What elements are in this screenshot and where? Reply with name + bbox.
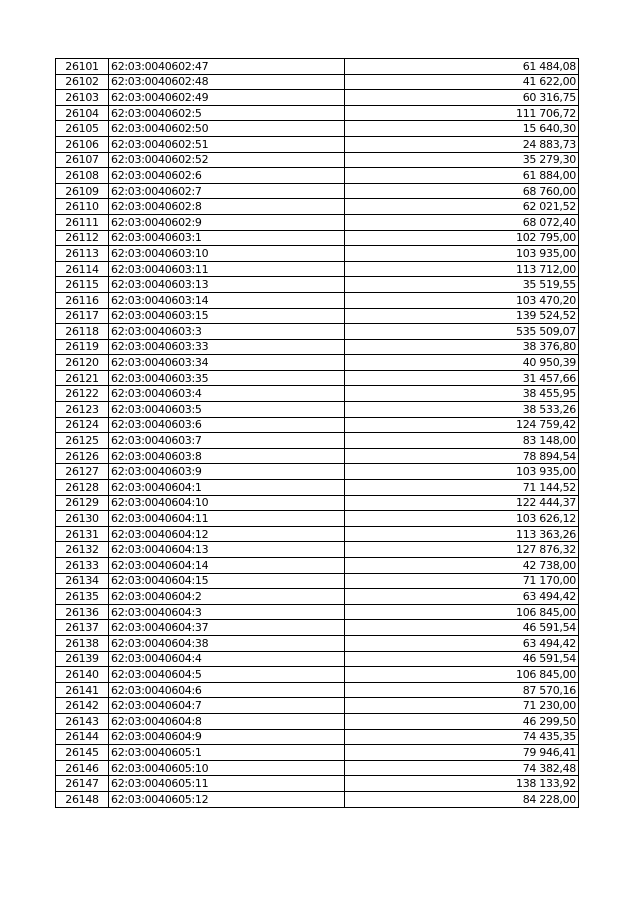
table-row	[56, 292, 579, 308]
cadastral-value-cell: 78 894,54	[345, 448, 579, 464]
table-row	[56, 729, 579, 745]
cadastral-value-cell: 139 524,52	[345, 308, 579, 324]
cadastral-value-cell: 46 591,54	[345, 651, 579, 667]
cadastral-number-cell: 62:03:0040602:52	[109, 152, 345, 168]
table-row	[56, 604, 579, 620]
cadastral-value-cell: 38 533,26	[345, 402, 579, 418]
row-number-cell: 26144	[56, 729, 109, 745]
table-row	[56, 277, 579, 293]
cadastral-value-cell: 103 470,20	[345, 292, 579, 308]
cadastral-value-cell: 60 316,75	[345, 90, 579, 106]
table-row	[56, 355, 579, 371]
cadastral-number-cell: 62:03:0040603:1	[109, 230, 345, 246]
cadastral-number-cell: 62:03:0040603:7	[109, 433, 345, 449]
cadastral-value-cell: 103 626,12	[345, 511, 579, 527]
cadastral-number-cell: 62:03:0040604:6	[109, 682, 345, 698]
row-number-cell: 26103	[56, 90, 109, 106]
cadastral-number-cell: 62:03:0040604:1	[109, 480, 345, 496]
row-number-cell: 26106	[56, 136, 109, 152]
cadastral-value-cell: 74 382,48	[345, 760, 579, 776]
table-row	[56, 59, 579, 75]
table-row	[56, 121, 579, 137]
row-number-cell: 26141	[56, 682, 109, 698]
cadastral-number-cell: 62:03:0040603:9	[109, 464, 345, 480]
cadastral-value-cell: 46 591,54	[345, 620, 579, 636]
table-row	[56, 745, 579, 761]
cadastral-value-table	[55, 58, 579, 808]
row-number-cell: 26142	[56, 698, 109, 714]
row-number-cell: 26125	[56, 433, 109, 449]
row-number-cell: 26127	[56, 464, 109, 480]
cadastral-value-cell: 46 299,50	[345, 713, 579, 729]
cadastral-value-cell: 31 457,66	[345, 370, 579, 386]
cadastral-value-cell: 61 484,08	[345, 59, 579, 75]
row-number-cell: 26131	[56, 526, 109, 542]
cadastral-value-cell: 38 376,80	[345, 339, 579, 355]
table-row	[56, 651, 579, 667]
cadastral-number-cell: 62:03:0040603:13	[109, 277, 345, 293]
cadastral-number-cell: 62:03:0040603:4	[109, 386, 345, 402]
cadastral-value-cell: 15 640,30	[345, 121, 579, 137]
cadastral-value-cell: 113 363,26	[345, 526, 579, 542]
row-number-cell: 26102	[56, 74, 109, 90]
table-row	[56, 199, 579, 215]
cadastral-number-cell: 62:03:0040602:47	[109, 59, 345, 75]
cadastral-number-cell: 62:03:0040603:11	[109, 261, 345, 277]
table-row	[56, 261, 579, 277]
cadastral-number-cell: 62:03:0040603:3	[109, 324, 345, 340]
cadastral-value-cell: 61 884,00	[345, 168, 579, 184]
cadastral-number-cell: 62:03:0040605:1	[109, 745, 345, 761]
row-number-cell: 26109	[56, 183, 109, 199]
row-number-cell: 26112	[56, 230, 109, 246]
cadastral-number-cell: 62:03:0040604:11	[109, 511, 345, 527]
cadastral-value-cell: 35 519,55	[345, 277, 579, 293]
table-row	[56, 511, 579, 527]
table-row	[56, 635, 579, 651]
table-row	[56, 542, 579, 558]
table-row	[56, 402, 579, 418]
row-number-cell: 26117	[56, 308, 109, 324]
cadastral-number-cell: 62:03:0040603:5	[109, 402, 345, 418]
table-row	[56, 90, 579, 106]
cadastral-number-cell: 62:03:0040603:34	[109, 355, 345, 371]
row-number-cell: 26128	[56, 480, 109, 496]
row-number-cell: 26114	[56, 261, 109, 277]
row-number-cell: 26104	[56, 105, 109, 121]
row-number-cell: 26118	[56, 324, 109, 340]
cadastral-value-cell: 62 021,52	[345, 199, 579, 215]
table-row	[56, 464, 579, 480]
cadastral-number-cell: 62:03:0040602:49	[109, 90, 345, 106]
row-number-cell: 26143	[56, 713, 109, 729]
table-row	[56, 74, 579, 90]
row-number-cell: 26147	[56, 776, 109, 792]
cadastral-value-cell: 38 455,95	[345, 386, 579, 402]
cadastral-value-cell: 124 759,42	[345, 417, 579, 433]
cadastral-number-cell: 62:03:0040604:4	[109, 651, 345, 667]
cadastral-value-cell: 103 935,00	[345, 464, 579, 480]
cadastral-value-cell: 106 845,00	[345, 667, 579, 683]
cadastral-value-cell: 122 444,37	[345, 495, 579, 511]
cadastral-number-cell: 62:03:0040604:37	[109, 620, 345, 636]
cadastral-value-cell: 24 883,73	[345, 136, 579, 152]
table-row	[56, 713, 579, 729]
table-row	[56, 667, 579, 683]
cadastral-number-cell: 62:03:0040602:51	[109, 136, 345, 152]
cadastral-value-cell: 71 170,00	[345, 573, 579, 589]
table-row	[56, 573, 579, 589]
row-number-cell: 26124	[56, 417, 109, 433]
row-number-cell: 26108	[56, 168, 109, 184]
cadastral-value-cell: 40 950,39	[345, 355, 579, 371]
cadastral-value-cell: 111 706,72	[345, 105, 579, 121]
table-row	[56, 558, 579, 574]
cadastral-value-cell: 71 144,52	[345, 480, 579, 496]
row-number-cell: 26105	[56, 121, 109, 137]
cadastral-number-cell: 62:03:0040605:11	[109, 776, 345, 792]
row-number-cell: 26138	[56, 635, 109, 651]
cadastral-number-cell: 62:03:0040604:12	[109, 526, 345, 542]
cadastral-value-cell: 63 494,42	[345, 635, 579, 651]
cadastral-number-cell: 62:03:0040602:8	[109, 199, 345, 215]
cadastral-value-cell: 535 509,07	[345, 324, 579, 340]
table-row	[56, 776, 579, 792]
row-number-cell: 26116	[56, 292, 109, 308]
table-body	[56, 59, 579, 808]
row-number-cell: 26130	[56, 511, 109, 527]
table-row	[56, 230, 579, 246]
table-row	[56, 152, 579, 168]
cadastral-number-cell: 62:03:0040604:10	[109, 495, 345, 511]
table-row	[56, 183, 579, 199]
cadastral-number-cell: 62:03:0040603:35	[109, 370, 345, 386]
cadastral-number-cell: 62:03:0040602:9	[109, 214, 345, 230]
cadastral-number-cell: 62:03:0040604:15	[109, 573, 345, 589]
row-number-cell: 26119	[56, 339, 109, 355]
table-row	[56, 698, 579, 714]
row-number-cell: 26136	[56, 604, 109, 620]
table-row	[56, 370, 579, 386]
table-row	[56, 386, 579, 402]
table-row	[56, 682, 579, 698]
cadastral-value-cell: 102 795,00	[345, 230, 579, 246]
cadastral-number-cell: 62:03:0040604:9	[109, 729, 345, 745]
cadastral-number-cell: 62:03:0040602:50	[109, 121, 345, 137]
row-number-cell: 26134	[56, 573, 109, 589]
cadastral-value-cell: 42 738,00	[345, 558, 579, 574]
cadastral-number-cell: 62:03:0040603:33	[109, 339, 345, 355]
row-number-cell: 26107	[56, 152, 109, 168]
cadastral-value-cell: 84 228,00	[345, 791, 579, 807]
cadastral-number-cell: 62:03:0040604:8	[109, 713, 345, 729]
cadastral-number-cell: 62:03:0040603:15	[109, 308, 345, 324]
row-number-cell: 26137	[56, 620, 109, 636]
cadastral-value-cell: 74 435,35	[345, 729, 579, 745]
table-row	[56, 495, 579, 511]
cadastral-value-cell: 35 279,30	[345, 152, 579, 168]
table-row	[56, 589, 579, 605]
table-row	[56, 214, 579, 230]
row-number-cell: 26129	[56, 495, 109, 511]
table-row	[56, 417, 579, 433]
cadastral-value-cell: 63 494,42	[345, 589, 579, 605]
cadastral-value-cell: 87 570,16	[345, 682, 579, 698]
row-number-cell: 26123	[56, 402, 109, 418]
cadastral-value-cell: 113 712,00	[345, 261, 579, 277]
cadastral-number-cell: 62:03:0040602:7	[109, 183, 345, 199]
table-row	[56, 448, 579, 464]
row-number-cell: 26139	[56, 651, 109, 667]
row-number-cell: 26145	[56, 745, 109, 761]
cadastral-number-cell: 62:03:0040605:10	[109, 760, 345, 776]
table-row	[56, 308, 579, 324]
cadastral-number-cell: 62:03:0040603:8	[109, 448, 345, 464]
row-number-cell: 26135	[56, 589, 109, 605]
row-number-cell: 26132	[56, 542, 109, 558]
cadastral-number-cell: 62:03:0040604:38	[109, 635, 345, 651]
table-row	[56, 168, 579, 184]
cadastral-value-cell: 103 935,00	[345, 246, 579, 262]
row-number-cell: 26120	[56, 355, 109, 371]
table-row	[56, 480, 579, 496]
cadastral-number-cell: 62:03:0040603:14	[109, 292, 345, 308]
row-number-cell: 26126	[56, 448, 109, 464]
row-number-cell: 26111	[56, 214, 109, 230]
cadastral-value-cell: 68 072,40	[345, 214, 579, 230]
row-number-cell: 26121	[56, 370, 109, 386]
row-number-cell: 26101	[56, 59, 109, 75]
cadastral-number-cell: 62:03:0040603:10	[109, 246, 345, 262]
table-row	[56, 105, 579, 121]
cadastral-number-cell: 62:03:0040604:7	[109, 698, 345, 714]
row-number-cell: 26148	[56, 791, 109, 807]
cadastral-number-cell: 62:03:0040604:13	[109, 542, 345, 558]
table-row	[56, 246, 579, 262]
cadastral-value-cell: 83 148,00	[345, 433, 579, 449]
row-number-cell: 26146	[56, 760, 109, 776]
row-number-cell: 26115	[56, 277, 109, 293]
table-row	[56, 791, 579, 807]
cadastral-number-cell: 62:03:0040604:2	[109, 589, 345, 605]
table-row	[56, 526, 579, 542]
cadastral-number-cell: 62:03:0040604:3	[109, 604, 345, 620]
cadastral-value-cell: 68 760,00	[345, 183, 579, 199]
table-row	[56, 136, 579, 152]
cadastral-number-cell: 62:03:0040603:6	[109, 417, 345, 433]
cadastral-value-cell: 79 946,41	[345, 745, 579, 761]
cadastral-value-cell: 127 876,32	[345, 542, 579, 558]
table-row	[56, 339, 579, 355]
table-row	[56, 620, 579, 636]
table-row	[56, 433, 579, 449]
cadastral-value-cell: 138 133,92	[345, 776, 579, 792]
cadastral-number-cell: 62:03:0040605:12	[109, 791, 345, 807]
cadastral-value-cell: 71 230,00	[345, 698, 579, 714]
cadastral-number-cell: 62:03:0040602:5	[109, 105, 345, 121]
cadastral-number-cell: 62:03:0040604:5	[109, 667, 345, 683]
cadastral-number-cell: 62:03:0040604:14	[109, 558, 345, 574]
table-row	[56, 324, 579, 340]
cadastral-value-cell: 106 845,00	[345, 604, 579, 620]
row-number-cell: 26110	[56, 199, 109, 215]
cadastral-value-cell: 41 622,00	[345, 74, 579, 90]
row-number-cell: 26122	[56, 386, 109, 402]
table-row	[56, 760, 579, 776]
row-number-cell: 26140	[56, 667, 109, 683]
cadastral-number-cell: 62:03:0040602:6	[109, 168, 345, 184]
row-number-cell: 26113	[56, 246, 109, 262]
cadastral-number-cell: 62:03:0040602:48	[109, 74, 345, 90]
row-number-cell: 26133	[56, 558, 109, 574]
